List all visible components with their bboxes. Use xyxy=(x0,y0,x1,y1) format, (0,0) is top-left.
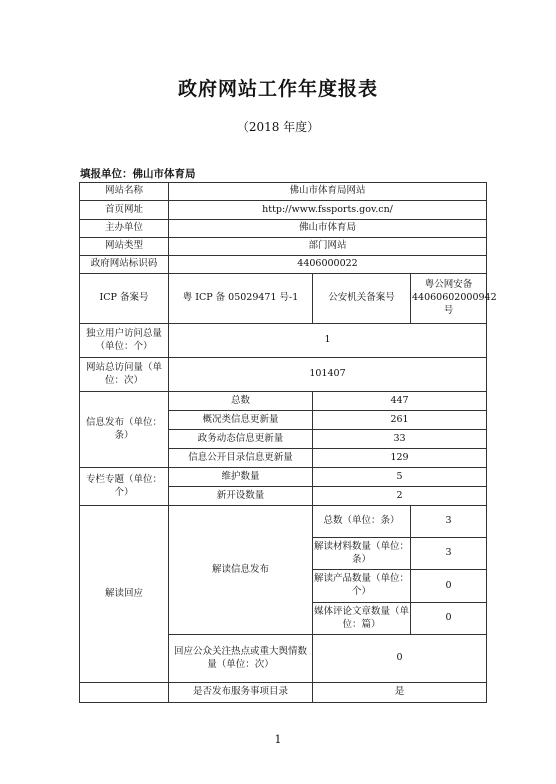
table-row xyxy=(80,238,487,256)
site-type-label: 网站类型 xyxy=(80,238,169,256)
police-record-value: 粤公网安备 44060602000942 号 xyxy=(411,274,487,324)
interp-total-value: 3 xyxy=(411,506,487,538)
media-comment-value: 0 xyxy=(411,603,487,635)
table-row xyxy=(80,683,487,703)
catalog-update-label: 信息公开目录信息更新量 xyxy=(169,449,313,468)
interpretation-label: 解读回应 xyxy=(80,506,169,683)
news-update-label: 政务动态信息更新量 xyxy=(169,430,313,449)
table-row xyxy=(80,468,487,487)
document-title: 政府网站工作年度报表 xyxy=(177,78,378,100)
interp-products-label: 解读产品数量（单位：个） xyxy=(313,570,411,603)
special-topics-label: 专栏专题（单位：个） xyxy=(80,468,169,506)
icp-label: ICP 备案号 xyxy=(80,274,169,324)
page-number: 1 xyxy=(274,733,282,746)
service-catalog-value: 是 xyxy=(313,683,487,703)
home-url-value: http://www.fssports.gov.cn/ xyxy=(169,201,487,220)
site-id-value: 4406000022 xyxy=(169,256,487,274)
interp-materials-label: 解读材料数量（单位：条） xyxy=(313,538,411,570)
site-id-label: 政府网站标识码 xyxy=(80,256,169,274)
unique-visitors-value: 1 xyxy=(169,324,487,358)
overview-update-label: 概况类信息更新量 xyxy=(169,411,313,430)
total-visits-label: 网站总访问量（单位：次） xyxy=(80,358,169,392)
icp-value: 粤 ICP 备 05029471 号-1 xyxy=(169,274,313,324)
topics-maintained-value: 5 xyxy=(313,468,487,487)
home-url-label: 首页网址 xyxy=(80,201,169,220)
sponsor-label: 主办单位 xyxy=(80,220,169,238)
hotspot-response-value: 0 xyxy=(313,635,487,683)
table-row xyxy=(80,358,487,392)
table-row xyxy=(80,201,487,220)
table-row xyxy=(80,220,487,238)
table-row xyxy=(80,392,487,411)
media-comment-label: 媒体评论文章数量（单位：篇） xyxy=(313,603,411,635)
interp-materials-value: 3 xyxy=(411,538,487,570)
topics-new-label: 新开设数量 xyxy=(169,487,313,506)
document-subtitle: （2018 年度） xyxy=(236,120,320,134)
site-name-value: 佛山市体育局网站 xyxy=(169,183,487,201)
interp-products-value: 0 xyxy=(411,570,487,603)
table-row xyxy=(80,324,487,358)
site-name-label: 网站名称 xyxy=(80,183,169,201)
sponsor-value: 佛山市体育局 xyxy=(169,220,487,238)
interp-total-label: 总数（单位：条） xyxy=(313,506,411,538)
site-type-value: 部门网站 xyxy=(169,238,487,256)
blank-cell xyxy=(80,683,169,703)
topics-maintained-label: 维护数量 xyxy=(169,468,313,487)
news-update-value: 33 xyxy=(313,430,487,449)
total-visits-value: 101407 xyxy=(169,358,487,392)
unique-visitors-label: 独立用户访问总量（单位：个） xyxy=(80,324,169,358)
interpretation-sub-label: 解读信息发布 xyxy=(169,506,313,635)
reporting-unit: 填报单位：佛山市体育局 xyxy=(80,168,196,180)
overview-update-value: 261 xyxy=(313,411,487,430)
service-catalog-label: 是否发布服务事项目录 xyxy=(169,683,313,703)
topics-new-value: 2 xyxy=(313,487,487,506)
info-total-label: 总数 xyxy=(169,392,313,411)
info-publish-label: 信息发布（单位：条） xyxy=(80,392,169,468)
table-row xyxy=(80,506,487,538)
hotspot-response-label: 回应公众关注热点或重大舆情数量（单位：次） xyxy=(169,635,313,683)
info-total-value: 447 xyxy=(313,392,487,411)
police-record-label: 公安机关备案号 xyxy=(313,274,411,324)
table-row xyxy=(80,183,487,201)
table-row xyxy=(80,274,487,324)
report-table xyxy=(79,182,497,703)
catalog-update-value: 129 xyxy=(313,449,487,468)
table-row xyxy=(80,256,487,274)
